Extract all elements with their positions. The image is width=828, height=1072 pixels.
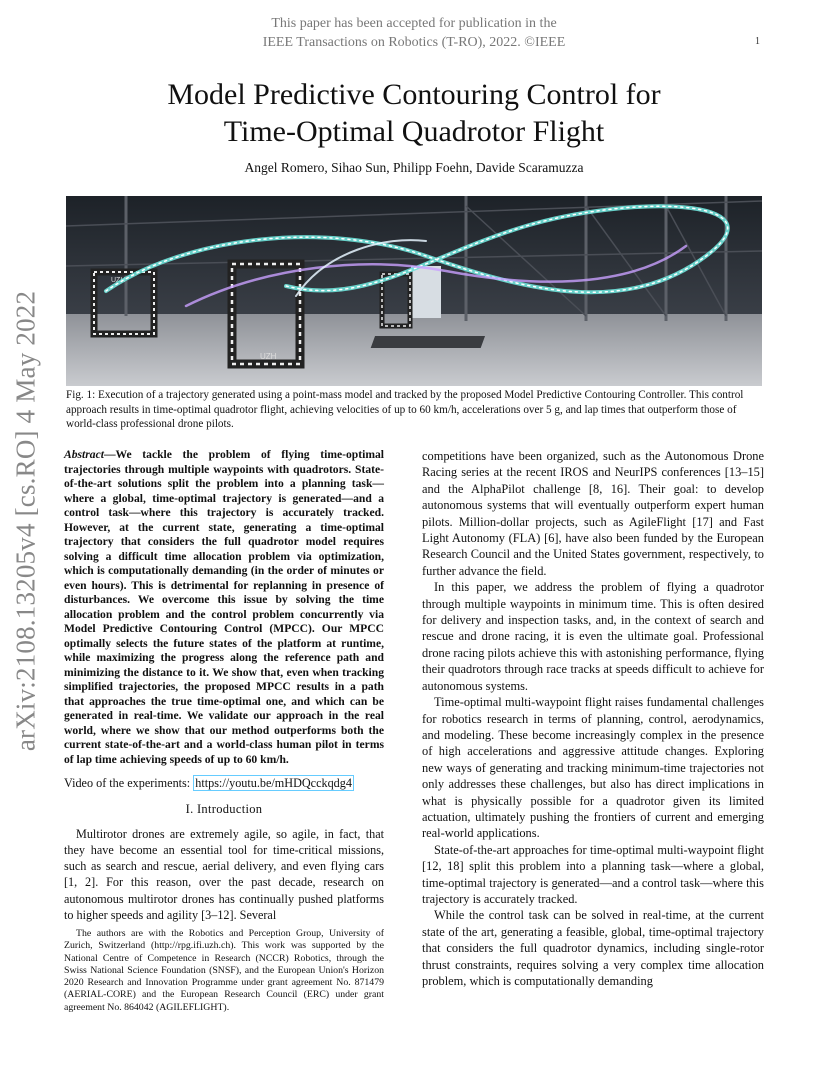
publication-notice <box>160 14 668 52</box>
right-paragraph-1: competitions have been organized, such as the Autonomous Drone Racing series at the recent IROS and NeurIPS conferences [13–15] and the AlphaPilot challenge [8, 16]. Their goal: to develop autonomous systems that will eventually outperform expert human pilots. Million-dollar projects, such as AgileFlight [17] and Fast Light Autonomy (FLA) [6], have also been funded by the European Research Council and the United States government, respectively, to further advance the field. <box>422 449 764 578</box>
right-column <box>422 448 764 989</box>
right-paragraph-4: State-of-the-art approaches for time-optimal multi-waypoint flight [12, 18] split this problem into a planning task—where a global, time-optimal trajectory is generated—and a control task—where this trajectory is accurately tracked. <box>422 842 764 906</box>
hangar-floor <box>66 314 762 386</box>
hangar-door-light <box>411 266 441 318</box>
gate-center-label: UZH <box>260 352 277 361</box>
section-heading-introduction: I. Introduction <box>185 802 263 817</box>
paper-title <box>80 76 748 150</box>
paper-title-line1: Model Predictive Contouring Control for <box>167 78 661 111</box>
figure-1-caption: Fig. 1: Execution of a trajectory generated using a point-mass model and tracked by the proposed Model Predictive Contouring Controller. This control approach results in time-optimal quadrotor flight, achieving velocities of up to 60 km/h, accelerations over 5 g, and lap times that outperform those of world-class professional drone pilots. <box>66 389 744 430</box>
figure-1 <box>66 196 762 386</box>
footnote-affiliations: The authors are with the Robotics and Perception Group, University of Zurich, Switzerland (http://rpg.ifi.uzh.ch). This work was supported by the National Centre of Competence in Research (NCCR) Robotics, through the Swiss National Science Foundation (SNSF), and the European Union's Horizon 2020 Research and Innovation Programme under grant agreement No. 871479 (AERIAL-CORE) and the European Research Council (ERC) under grant agreement No. 864042 (AGILEFLIGHT). <box>64 928 384 1013</box>
left-column <box>64 448 384 923</box>
right-paragraph-2: In this paper, we address the problem of flying a quadrotor through multiple waypoints in minimum time. This is often desired for delivery and inspection tasks, and, in the context of search and rescue and drone racing, it is even the ultimate goal. Professional drone racing pilots achieve this with astonishing performance, flying their quadrotors through race tracks at speeds difficult to achieve for autonomous systems. <box>422 580 764 693</box>
paper-title-line2: Time-Optimal Quadrotor Flight <box>223 115 605 148</box>
introduction-paragraph-1: Multirotor drones are extremely agile, so agile, in fact, that they have become an essential tool for time-critical missions, such as search and rescue, aerial delivery, and even flying cars [1, 2]. For this reason, over the past decade, research on autonomous multirotor drones has continually pushed platforms to higher speeds and agility [3–12]. Several <box>64 826 384 923</box>
abstract <box>64 448 384 767</box>
right-paragraph-5: While the control task can be solved in real-time, at the current state of the art, generating a feasible, global, time-optimal trajectory that considers the full quadrotor dynamics, including single-rotor thrust constraints, requires solving a very complex time allocation problem, which is computationally demanding <box>422 908 764 988</box>
page-number: 1 <box>755 36 760 47</box>
abstract-text: —We tackle the problem of flying time-optimal trajectories through multiple waypoints with quadrotors. State-of-the-art solutions split the problem into a planning task—where a global, time-optimal trajectory is generated—and a control task—where this trajectory is accurately tracked. However, at the current state, generating a time-optimal trajectory that considers the full quadrotor model requires solving a difficult time allocation problem via optimization, which is computationally demanding (in the order of minutes or even hours). This is detrimental for replanning in presence of disturbances. We overcome this issue by solving the time allocation problem and the control problem concurrently via Model Predictive Contouring Control (MPCC). Our MPCC optimally selects the future states of the platform at runtime, while maximizing the progress along the reference path and minimizing the distance to it. We show that, even when tracking simplified trajectories, the proposed MPCC results in a path that approaches the true time-optimal one, and which can be generated in real-time. We validate our approach in the real world, where we show that our method outperforms both the current state-of-the-art and a world-class human pilot in terms of lap time achieving speeds of up to 60 km/h. <box>64 448 384 766</box>
video-link[interactable]: https://youtu.be/mHDQcckqdg4 <box>195 776 352 790</box>
floor-mat <box>371 336 485 348</box>
arxiv-identifier: arXiv:2108.13205v4 [cs.RO] 4 May 2022 <box>10 290 41 752</box>
right-paragraph-3: Time-optimal multi-waypoint flight raises fundamental challenges for robotics research in terms of planning, control, aerodynamics, and modeling. These become increasingly complex in the presence of high accelerations and aggressive attitude changes. Exploring new ways of generating and tracking minimum-time trajectories not only addresses these challenges, but also has direct implications in what is physically possible for a quadrotor given its limited actuation, ultimately pushing the frontiers of current and emerging real-world applications. <box>422 695 764 841</box>
publication-notice-line2: IEEE Transactions on Robotics (T-RO), 2022. ©IEEE <box>262 35 566 50</box>
abstract-label: Abstract <box>64 448 104 461</box>
arxiv-sidebar <box>4 286 48 756</box>
hangar-trajectory-photo <box>66 196 762 386</box>
paper-authors: Angel Romero, Sihao Sun, Philipp Foehn, Davide Scaramuzza <box>244 160 584 175</box>
video-line <box>64 775 384 791</box>
video-label: Video of the experiments: <box>64 776 194 790</box>
publication-notice-line1: This paper has been accepted for publication in the <box>271 16 557 31</box>
gate-left-label: UZH <box>111 277 126 284</box>
